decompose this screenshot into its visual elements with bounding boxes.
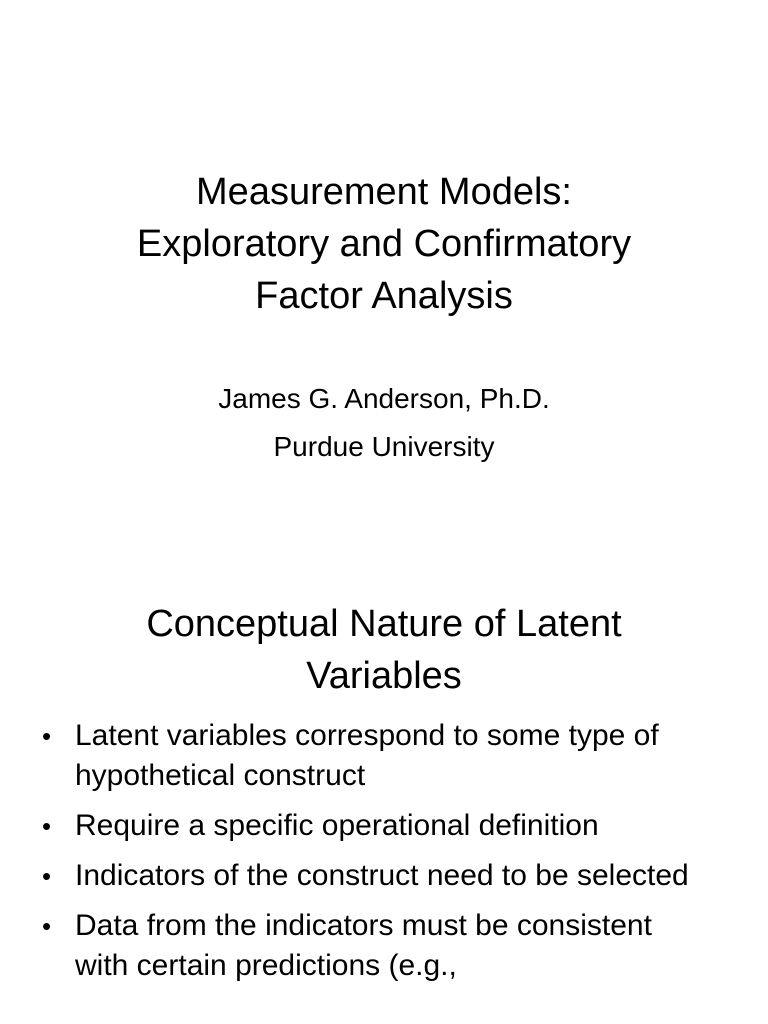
bullet-dot-icon: • — [42, 721, 52, 751]
slide-2-heading — [0, 598, 768, 702]
bullet-item — [0, 806, 768, 846]
bullet-item — [0, 716, 768, 796]
slide-title-heading — [0, 166, 768, 322]
title-line-3: Factor Analysis — [255, 275, 513, 317]
slide-2-title-line-2: Variables — [306, 655, 462, 697]
bullet-dot-icon: • — [42, 911, 52, 941]
author-name: James G. Anderson, Ph.D. — [218, 383, 550, 414]
author-affiliation: Purdue University — [273, 431, 495, 462]
bullet-item — [0, 856, 768, 896]
title-line-1: Measurement Models: — [196, 171, 572, 213]
bullet-list — [0, 716, 768, 996]
slide-2-title-line-1: Conceptual Nature of Latent — [146, 603, 622, 645]
bullet-item — [0, 906, 768, 986]
bullet-text: Indicators of the construct need to be selected — [75, 859, 689, 892]
bullet-text: Require a specific operational definition — [75, 809, 599, 842]
bullet-text: Latent variables correspond to some type of hypothetical construct — [75, 719, 659, 792]
slide-latent-variables — [0, 560, 768, 1024]
bullet-dot-icon: • — [42, 861, 52, 891]
bullet-dot-icon: • — [42, 811, 52, 841]
bullet-text: Data from the indicators must be consistent with certain predictions (e.g., — [75, 909, 652, 982]
title-line-2: Exploratory and Confirmatory — [136, 223, 632, 265]
